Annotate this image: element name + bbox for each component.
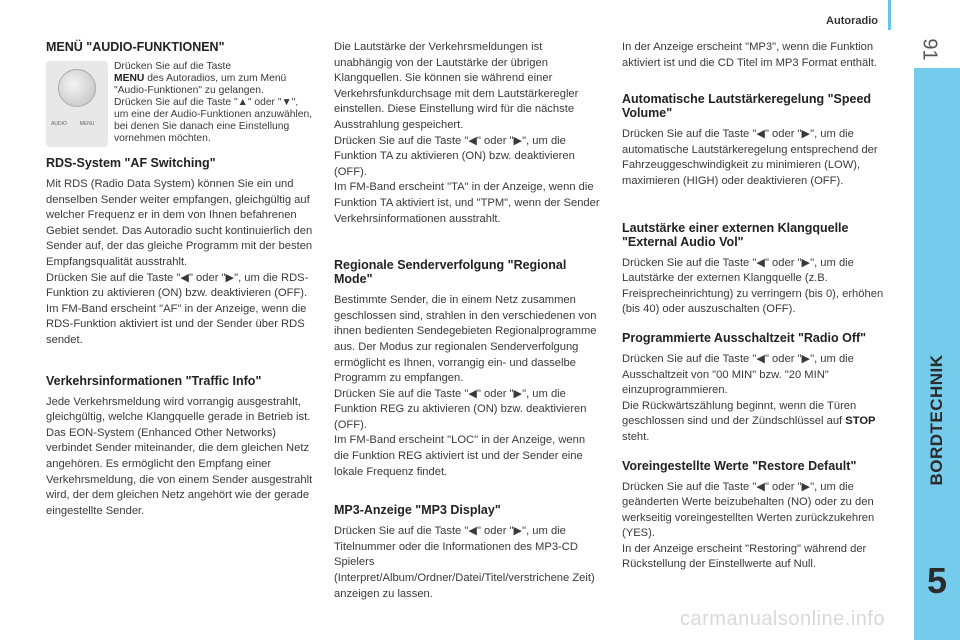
radio-audio-button-label: AUDIO — [51, 121, 67, 127]
regional-mode-text: Bestimmte Sender, die in einem Netz zusammen geschlossen sind, strahlen in den verschiedenen von ihnen bedienten Sendegebieten Regionalprogramme aus. Der Modus zur regionalen Senderverfolgung ermöglicht es Ihnen, vorrangig ein- und dasselbe Programm zu empfangen. Drücken Sie auf die Taste "◀" oder "▶", um die Funktion REG zu aktivieren (ON) bzw. deaktivieren (OFF). Im FM-Band erscheint "LOC" in der Anzeige, wenn die Funktion REG aktiviert ist und der Sender eine lokale Frequenz findet. — [334, 294, 597, 478]
watermark: carmanualsonline.info — [680, 608, 886, 630]
radio-off-title: Programmierte Ausschaltzeit "Radio Off" — [622, 330, 867, 345]
ta-text: Die Lautstärke der Verkehrsmeldungen ist unabhängig von der Lautstärke der übrigen Klangquellen. Sie können sie während einer Verkehrsfunkdurchsage mit dem Lautstärkeregler einstellen. Diese Einstellung wird für die nächste Ausstrahlung gespeichert. Drücken Sie auf die Taste "◀" oder "▶", um die Funktion TA zu aktivieren (ON) bzw. deaktivieren (OFF). Im FM-Band erscheint "TA" in der Anzeige, wenn die Funktion TA aktiviert ist, und "TPM", wenn der Sender Verkehrsinformationen ausstrahlt. — [334, 41, 600, 225]
header-accent-bar — [888, 0, 891, 30]
page-number: 91 — [918, 38, 941, 61]
restore-default-title: Voreingestellte Werte "Restore Default" — [622, 458, 857, 473]
chapter-number: 5 — [926, 560, 948, 601]
traffic-info-text: Jede Verkehrsmeldung wird vorrangig ausgestrahlt, gleichgültig, welche Klangquelle gerade in Betrieb ist. Das EON-System (Enhanced Other Networks) verbindet Sender miteinander, die dem gleichen Netz angehören. Es ermöglicht den Empfang einer Verkehrsmeldung, die von einem Sender ausgestrahlt wird, der dem gleichen Netz angehört wie der gerade eingestellte Sender. — [46, 395, 313, 517]
rds-text: Mit RDS (Radio Data System) können Sie ein und denselben Sender weiter empfangen, gleichgültig auf welcher Frequenz er in dem von Ihnen befahrenen Gebiet sendet. Das Autoradio sucht kontinuierlich den Sender auf, der das gleiche Programm mit der besten Empfangsqualität ausstrahlt. Drücken Sie auf die Taste "◀" oder "▶", um die RDS-Funktion zu aktivieren (ON) bzw. deaktivieren (OFF). Im FM-Band erscheint "AF" in der Anzeige, wenn die RDS-Funktion aktiviert ist und der Sender über RDS sendet. — [46, 178, 313, 346]
side-tab-label-wrap — [914, 354, 960, 486]
mp3-indicator-text: In der Anzeige erscheint "MP3", wenn die Funktion aktiviert ist und die CD Titel im MP3 Format enthält. — [622, 41, 877, 69]
side-tab-label: BORDTECHNIK — [927, 354, 946, 486]
radio-off-text: Drücken Sie auf die Taste "◀" oder "▶", um die Ausschaltzeit von "00 MIN" bzw. "20 MIN" einzuprogrammieren. Die Rückwärtszählung beginnt, wenn die Türen geschlossen sind und der Zündschlüssel auf STOP steht. — [622, 352, 876, 443]
mp3-display-title: MP3-Anzeige "MP3 Display" — [334, 503, 501, 518]
mp3-display-text: Drücken Sie auf die Taste "◀" oder "▶", um die Titelnummer oder die Informationen des MP3-CD Spielers (Interpret/Album/Ordner/Datei/Titel/verstrichene Zeit) anzeigen zu lassen. — [334, 525, 595, 600]
menu-intro-text: Drücken Sie auf die Taste MENU des Autoradios, um zum Menü "Audio-Funktionen" zu gelangen. Drücken Sie auf die Taste "▲" oder "▼", um eine der Audio-Funktionen anzuwählen, bei denen Sie danach eine Einstellung vornehmen möchten. — [114, 61, 313, 144]
menu-intro — [46, 61, 314, 147]
radio-panel-image — [46, 61, 108, 147]
speed-volume-title: Automatische Lautstärkeregelung "Speed Volume" — [622, 92, 872, 121]
radio-knob-icon — [58, 69, 96, 107]
restore-default-text: Drücken Sie auf die Taste "◀" oder "▶", um die geänderten Werte beizubehalten (NO) oder zu den werkseitig voreingestellten Werten zurückzukehren (YES). In der Anzeige erscheint "Restoring" während der Rückstellung der Einstellwerte auf Null. — [622, 480, 875, 571]
rds-title: RDS-System "AF Switching" — [46, 156, 216, 170]
section-header: Autoradio — [826, 15, 878, 27]
column-3 — [622, 40, 894, 582]
traffic-info-title: Verkehrsinformationen "Traffic Info" — [46, 373, 262, 388]
radio-menu-button-label: MENU — [79, 121, 95, 127]
column-1 — [46, 40, 314, 528]
external-audio-title: Lautstärke einer externen Klangquelle "External Audio Vol" — [622, 220, 849, 249]
column-2 — [334, 40, 602, 611]
regional-mode-title: Regionale Senderverfolgung "Regional Mode" — [334, 258, 567, 287]
external-audio-text: Drücken Sie auf die Taste "◀" oder "▶", um die Lautstärke der externen Klangquelle (z.B. Freisprecheinrichtung) zu verringern (bis 0), erhöhen (bis 40) oder auszuschalten (OFF). — [622, 256, 884, 316]
audio-functions-title: MENÜ "AUDIO-FUNKTIONEN" — [46, 40, 225, 54]
speed-volume-text: Drücken Sie auf die Taste "◀" oder "▶", um die automatische Lautstärkeregelung entsprechend der Fahrzeuggeschwindigkeit zu minimieren (LOW), maximieren (HIGH) oder deaktivieren (OFF). — [622, 128, 878, 187]
